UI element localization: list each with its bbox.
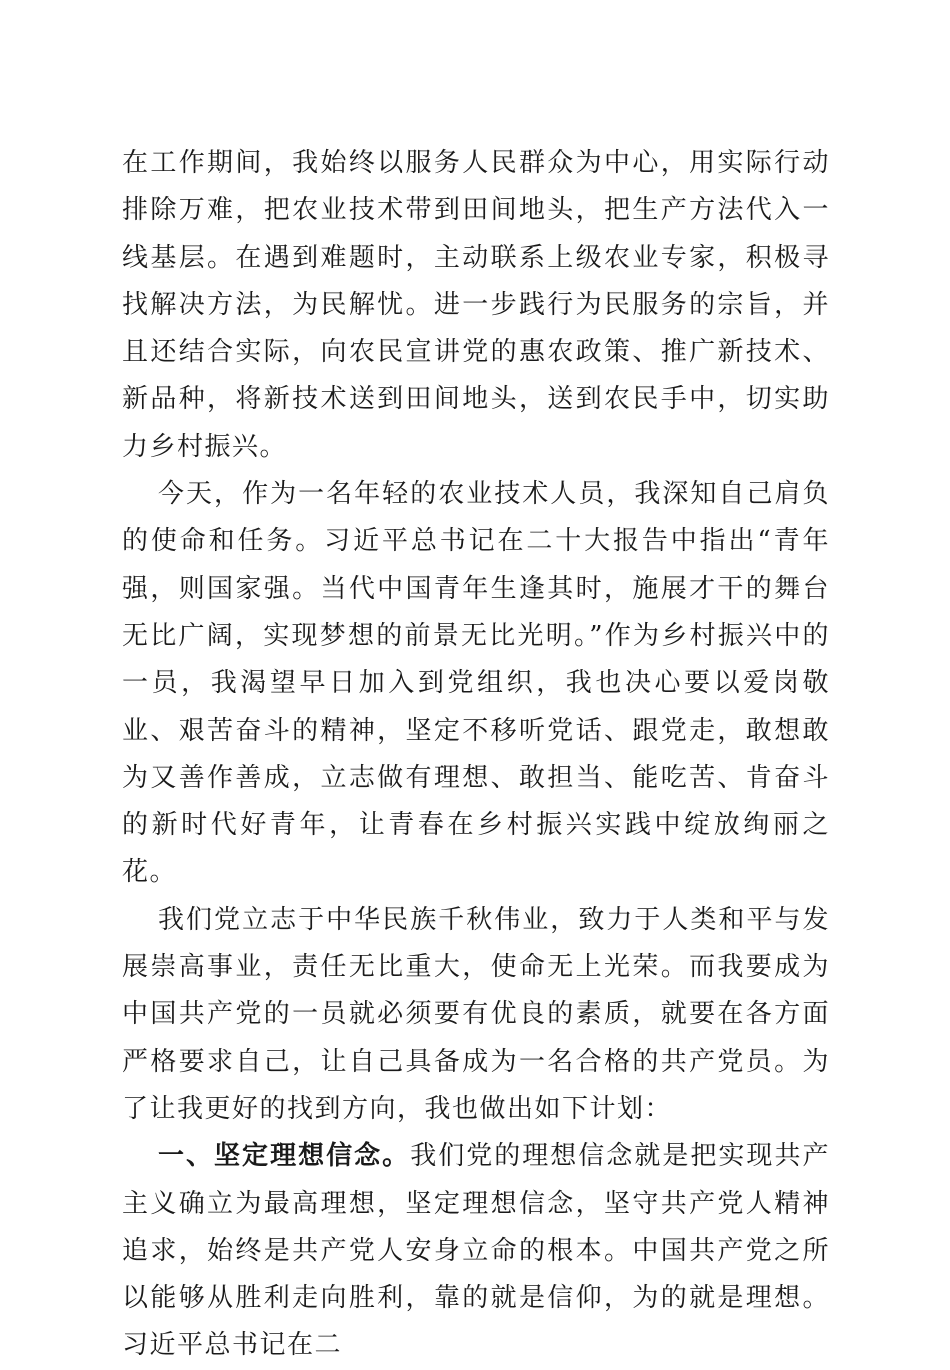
- paragraph-text: 在工作期间，我始终以服务人民群众为中心，用实际行动排除万难，把农业技术带到田间地头，把生产方法代入一线基层。在遇到难题时，主动联系上级农业专家，积极寻找解决方法，为民解忧。进一步践行为民服务的宗旨，并且还结合实际，向农民宣讲党的惠农政策、推广新技术、新品种，将新技术送到田间地头，送到农民手中，切实助力乡村振兴。: [122, 148, 830, 462]
- paragraph-party-mission: [122, 897, 830, 1133]
- paragraph-ideals-beliefs: [122, 1133, 830, 1369]
- document-body: [122, 140, 830, 1370]
- paragraph-work-period: [122, 140, 830, 471]
- paragraph-text: 今天，作为一名年轻的农业技术人员，我深知自己肩负的使命和任务。习近平总书记在二十大报告中指出“青年强，则国家强。当代中国青年生逢其时，施展才干的舞台无比广阔，实现梦想的前景无比光明。”作为乡村振兴中的一员，我渴望早日加入到党组织，我也决心要以爱岗敬业、艰苦奋斗的精神，坚定不移听党话、跟党走，敢想敢为又善作善成，立志做有理想、敢担当、能吃苦、肯奋斗的新时代好青年，让青春在乡村振兴实践中绽放绚丽之花。: [122, 479, 830, 888]
- section-heading: 一、坚定理想信念。: [158, 1141, 411, 1172]
- paragraph-young-technician: [122, 471, 830, 897]
- paragraph-text: 我们党立志于中华民族千秋伟业，致力于人类和平与发展崇高事业，责任无比重大，使命无上光荣。而我要成为中国共产党的一员就必须要有优良的素质，就要在各方面严格要求自己，让自己具备成为一名合格的共产党员。为了让我更好的找到方向，我也做出如下计划：: [122, 904, 830, 1124]
- paragraph-text: 我们党的理想信念就是把实现共产主义确立为最高理想，坚定理想信念，坚守共产党人精神追求，始终是共产党人安身立命的根本。中国共产党之所以能够从胜利走向胜利，靠的就是信仰，为的就是理想。习近平总书记在二: [122, 1141, 830, 1361]
